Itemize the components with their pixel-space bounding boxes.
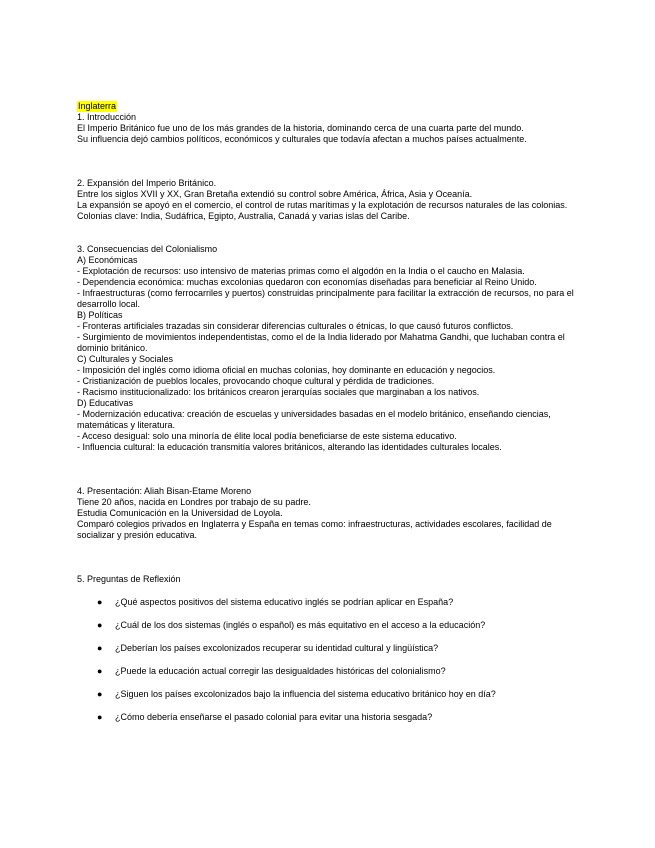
section-2-heading: 2. Expansión del Imperio Británico. xyxy=(77,178,217,188)
section-4-line: Tiene 20 años, nacida en Londres por trabajo de su padre. xyxy=(77,497,311,507)
question-text: ¿Deberían los países excolonizados recuperar su identidad cultural y lingüística? xyxy=(115,643,439,653)
list-item: - Explotación de recursos: uso intensivo de materias primas como el algodón en la India o el caucho en Malasia. xyxy=(77,266,525,276)
document-title: Inglaterra xyxy=(78,101,117,111)
bullet-icon: ● xyxy=(97,620,103,630)
section-5-heading: 5. Preguntas de Reflexión xyxy=(77,574,181,584)
list-item: - Racismo institucionalizado: los británicos crearon jerarquías sociales que marginaban a los nativos. xyxy=(77,387,480,397)
list-item: - Dependencia económica: muchas excolonias quedaron con economías diseñadas para beneficiar al Reino Unido. xyxy=(77,277,537,287)
section-3-heading: 3. Consecuencias del Colonialismo xyxy=(77,244,218,254)
question-text: ¿Cuál de los dos sistemas (inglés o español) es más equitativo en el acceso a la educación? xyxy=(115,620,486,630)
section-2-line: Entre los siglos XVII y XX, Gran Bretaña extendió su control sobre América, África, Asia y Oceanía. xyxy=(77,189,473,199)
subsection-d-label: D) Educativas xyxy=(77,398,134,408)
list-item: - Fronteras artificiales trazadas sin considerar diferencias culturales o étnicas, lo que causó futuros conflictos. xyxy=(77,321,514,331)
bullet-icon: ● xyxy=(97,643,103,653)
section-4-heading: 4. Presentación: Aliah Bisan-Etame Moreno xyxy=(77,486,252,496)
section-2-line: La expansión se apoyó en el comercio, el control de rutas marítimas y la explotación de recursos naturales de las colonias. xyxy=(77,200,568,210)
question-text: ¿Qué aspectos positivos del sistema educativo inglés se podrían aplicar en España? xyxy=(115,597,454,607)
document-page xyxy=(77,101,577,735)
list-item xyxy=(77,620,577,631)
section-1-heading: 1. Introducción xyxy=(77,112,137,122)
reflection-questions-list xyxy=(77,597,577,723)
subsection-a-label: A) Económicas xyxy=(77,255,138,265)
list-item xyxy=(77,712,577,723)
list-item: - Infraestructuras (como ferrocarriles y puertos) construidas principalmente para facilitar la extracción de recursos, no para el desarrollo local. xyxy=(77,288,574,309)
list-item xyxy=(77,597,577,608)
list-item: - Acceso desigual: solo una minoría de élite local podía beneficiarse de este sistema educativo. xyxy=(77,431,457,441)
question-text: ¿Cómo debería enseñarse el pasado colonial para evitar una historia sesgada? xyxy=(115,712,433,722)
question-text: ¿Siguen los países excolonizados bajo la influencia del sistema educativo británico hoy en día? xyxy=(115,689,496,699)
section-4-line: Comparó colegios privados en Inglaterra y España en temas como: infraestructuras, actividades escolares, facilidad de socializar y presión educativa. xyxy=(77,519,552,540)
list-item: - Surgimiento de movimientos independentistas, como el de la India liderado por Mahatma Gandhi, que luchaban contra el dominio británico. xyxy=(77,332,565,353)
bullet-icon: ● xyxy=(97,689,103,699)
section-2-colonias: Colonias clave: India, Sudáfrica, Egipto, Australia, Canadá y varias islas del Caribe. xyxy=(77,211,410,221)
bullet-icon: ● xyxy=(97,597,103,607)
list-item xyxy=(77,666,577,677)
list-item: - Imposición del inglés como idioma oficial en muchas colonias, hoy dominante en educación y negocios. xyxy=(77,365,496,375)
question-text: ¿Puede la educación actual corregir las desigualdades históricas del colonialismo? xyxy=(115,666,446,676)
section-4-line: Estudia Comunicación en la Universidad de Loyola. xyxy=(77,508,283,518)
list-item: - Influencia cultural: la educación transmitía valores británicos, alterando las identidades culturales locales. xyxy=(77,442,502,452)
list-item: - Cristianización de pueblos locales, provocando choque cultural y pérdida de tradiciones. xyxy=(77,376,435,386)
bullet-icon: ● xyxy=(97,712,103,722)
subsection-c-label: C) Culturales y Sociales xyxy=(77,354,174,364)
list-item xyxy=(77,689,577,700)
list-item xyxy=(77,643,577,654)
list-item: - Modernización educativa: creación de escuelas y universidades basadas en el modelo británico, enseñando ciencias, matemáticas y literatura. xyxy=(77,409,551,430)
bullet-icon: ● xyxy=(97,666,103,676)
subsection-b-label: B) Políticas xyxy=(77,310,123,320)
section-1-line: Su influencia dejó cambios políticos, económicos y culturales que todavía afectan a muchos países actualmente. xyxy=(77,134,527,144)
section-1-line: El Imperio Británico fue uno de los más grandes de la historia, dominando cerca de una cuarta parte del mundo. xyxy=(77,123,524,133)
